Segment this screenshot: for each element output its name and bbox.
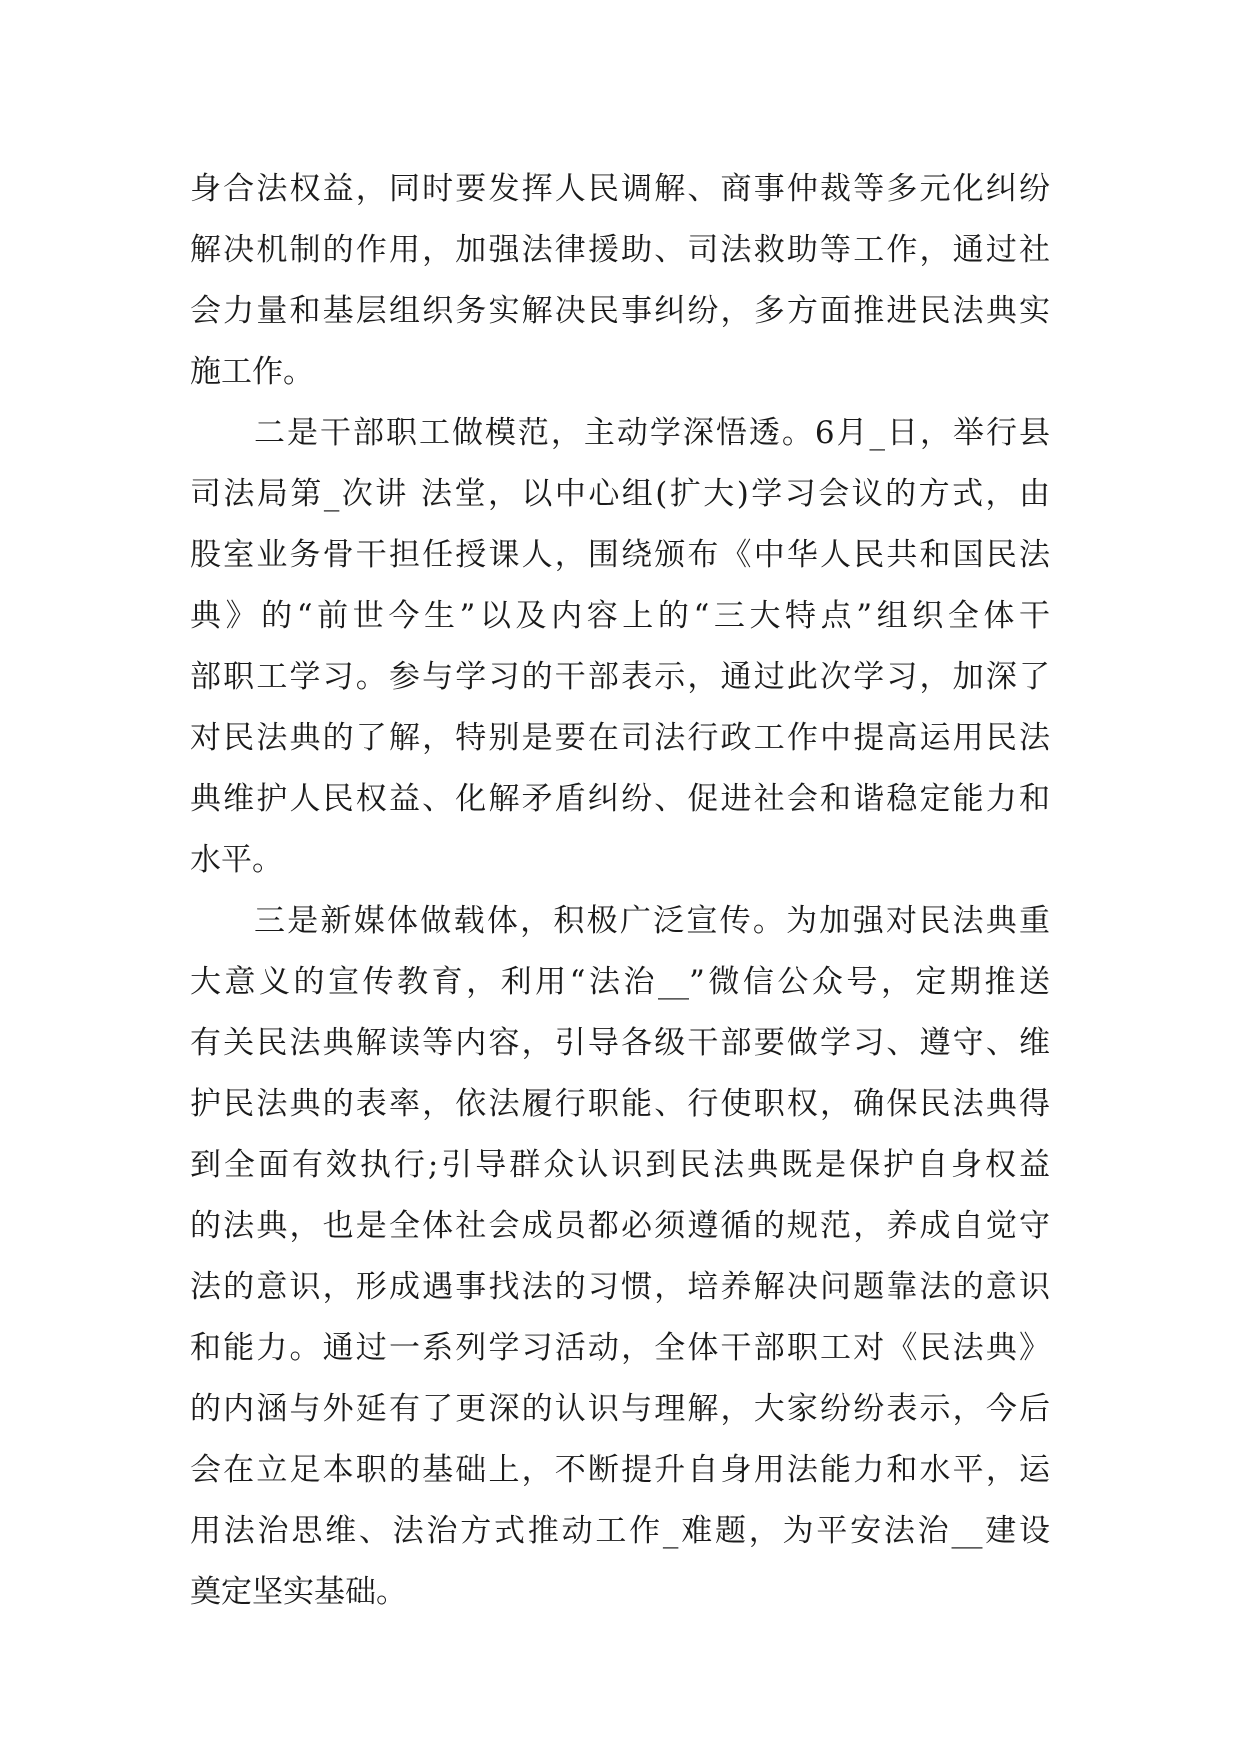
text-line: 的内涵与外延有了更深的认识与理解，大家纷纷表示，今后 xyxy=(190,1391,1050,1427)
paragraph-start-line: 二是干部职工做模范，主动学深悟透。6月_日，举行县 xyxy=(254,415,1050,451)
text-line: 到全面有效执行;引导群众认识到民法典既是保护自身权益 xyxy=(190,1147,1050,1183)
text-line: 股室业务骨干担任授课人，围绕颁布《中华人民共和国民法 xyxy=(190,537,1050,573)
paragraph-end-line: 水平。 xyxy=(190,842,283,878)
text-line: 典维护人民权益、化解矛盾纠纷、促进社会和谐稳定能力和 xyxy=(190,781,1050,817)
text-line: 解决机制的作用，加强法律援助、司法救助等工作，通过社 xyxy=(190,232,1050,268)
document-body xyxy=(190,159,1050,1623)
text-line: 和能力。通过一系列学习活动，全体干部职工对《民法典》 xyxy=(190,1330,1050,1366)
text-line: 部职工学习。参与学习的干部表示，通过此次学习，加深了 xyxy=(190,659,1050,695)
text-line: 典》的“前世今生”以及内容上的“三大特点”组织全体干 xyxy=(190,598,1050,634)
text-line: 大意义的宣传教育，利用“法治__”微信公众号，定期推送 xyxy=(190,964,1050,1000)
text-line: 护民法典的表率，依法履行职能、行使职权，确保民法典得 xyxy=(190,1086,1050,1122)
text-line: 用法治思维、法治方式推动工作_难题，为平安法治__建设 xyxy=(190,1513,1050,1549)
paragraph-end-line: 奠定坚实基础。 xyxy=(190,1574,407,1610)
text-line: 法的意识，形成遇事找法的习惯，培养解决问题靠法的意识 xyxy=(190,1269,1050,1305)
text-line: 司法局第_次讲 法堂，以中心组(扩大)学习会议的方式，由 xyxy=(190,476,1050,512)
paragraph-start-line: 三是新媒体做载体，积极广泛宣传。为加强对民法典重 xyxy=(254,903,1050,939)
text-line: 对民法典的了解，特别是要在司法行政工作中提高运用民法 xyxy=(190,720,1050,756)
paragraph-end-line: 施工作。 xyxy=(190,354,314,390)
text-line: 有关民法典解读等内容，引导各级干部要做学习、遵守、维 xyxy=(190,1025,1050,1061)
text-line: 会在立足本职的基础上，不断提升自身用法能力和水平，运 xyxy=(190,1452,1050,1488)
text-line: 的法典，也是全体社会成员都必须遵循的规范，养成自觉守 xyxy=(190,1208,1050,1244)
text-line: 身合法权益，同时要发挥人民调解、商事仲裁等多元化纠纷 xyxy=(190,171,1050,207)
text-line: 会力量和基层组织务实解决民事纠纷，多方面推进民法典实 xyxy=(190,293,1050,329)
